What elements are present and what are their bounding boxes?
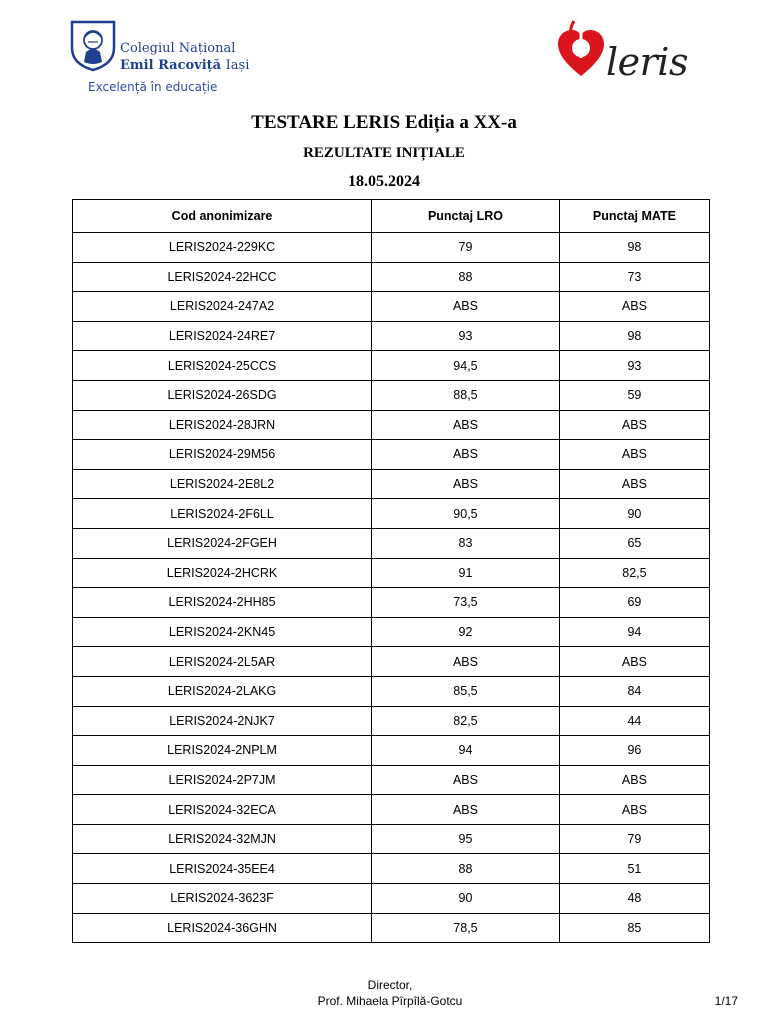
school-city: Iași — [225, 58, 250, 73]
table-row — [73, 588, 710, 618]
cell-lro: ABS — [372, 410, 560, 440]
cell-lro: 92 — [372, 617, 560, 647]
cell-lro: ABS — [372, 765, 560, 795]
school-motto: Excelență în educație — [88, 80, 218, 94]
cell-mate: ABS — [559, 795, 709, 825]
table-row — [73, 824, 710, 854]
cell-code: LERIS2024-2LAKG — [73, 676, 372, 706]
school-name-line1: Colegiul Național — [120, 41, 236, 56]
cell-code: LERIS2024-2HH85 — [73, 588, 372, 618]
cell-code: LERIS2024-2NJK7 — [73, 706, 372, 736]
results-table-body — [73, 233, 710, 943]
cell-mate: 48 — [559, 884, 709, 914]
cell-code: LERIS2024-2KN45 — [73, 617, 372, 647]
cell-mate: 96 — [559, 736, 709, 766]
cell-mate: 98 — [559, 321, 709, 351]
table-row — [73, 558, 710, 588]
cell-mate: ABS — [559, 440, 709, 470]
cell-mate: ABS — [559, 647, 709, 677]
page-number: 1/17 — [714, 994, 738, 1008]
cell-code: LERIS2024-2E8L2 — [73, 469, 372, 499]
leris-wordmark: leris — [606, 40, 688, 84]
cell-code: LERIS2024-2HCRK — [73, 558, 372, 588]
table-row — [73, 736, 710, 766]
cell-lro: 79 — [372, 233, 560, 263]
signature-name: Prof. Mihaela Pîrpîlă-Gotcu — [317, 994, 463, 1008]
table-header-row — [73, 200, 710, 233]
cell-mate: 73 — [559, 262, 709, 292]
table-row — [73, 440, 710, 470]
cell-code: LERIS2024-32MJN — [73, 824, 372, 854]
cell-code: LERIS2024-229KC — [73, 233, 372, 263]
cell-code: LERIS2024-2NPLM — [73, 736, 372, 766]
cell-lro: ABS — [372, 292, 560, 322]
table-row — [73, 765, 710, 795]
table-row — [73, 706, 710, 736]
cell-mate: 84 — [559, 676, 709, 706]
cell-mate: 94 — [559, 617, 709, 647]
cell-lro: 83 — [372, 528, 560, 558]
cell-code: LERIS2024-36GHN — [73, 913, 372, 943]
table-row — [73, 262, 710, 292]
leris-logo — [556, 18, 706, 88]
signature-role: Director, — [367, 978, 413, 992]
document-date: 18.05.2024 — [348, 173, 420, 190]
cell-lro: 90,5 — [372, 499, 560, 529]
leris-heart-icon — [556, 18, 606, 80]
table-row — [73, 410, 710, 440]
column-header-lro: Punctaj LRO — [372, 200, 560, 233]
cell-code: LERIS2024-3623F — [73, 884, 372, 914]
table-row — [73, 913, 710, 943]
school-crest-icon — [68, 18, 118, 72]
cell-mate: ABS — [559, 410, 709, 440]
cell-mate: 98 — [559, 233, 709, 263]
school-name-bold: Emil Racoviță — [120, 58, 222, 73]
cell-lro: 94 — [372, 736, 560, 766]
cell-lro: 78,5 — [372, 913, 560, 943]
cell-code: LERIS2024-25CCS — [73, 351, 372, 381]
document-subtitle: REZULTATE INIȚIALE — [303, 145, 465, 161]
school-logo — [68, 18, 278, 98]
cell-mate: 90 — [559, 499, 709, 529]
cell-code: LERIS2024-24RE7 — [73, 321, 372, 351]
table-row — [73, 617, 710, 647]
cell-mate: 82,5 — [559, 558, 709, 588]
table-row — [73, 321, 710, 351]
cell-code: LERIS2024-2L5AR — [73, 647, 372, 677]
cell-lro: 94,5 — [372, 351, 560, 381]
cell-mate: 69 — [559, 588, 709, 618]
cell-lro: 88 — [372, 854, 560, 884]
column-header-code: Cod anonimizare — [73, 200, 372, 233]
cell-mate: ABS — [559, 765, 709, 795]
cell-lro: 85,5 — [372, 676, 560, 706]
table-row — [73, 469, 710, 499]
cell-mate: 85 — [559, 913, 709, 943]
table-row — [73, 795, 710, 825]
cell-code: LERIS2024-2F6LL — [73, 499, 372, 529]
cell-lro: 95 — [372, 824, 560, 854]
cell-code: LERIS2024-22HCC — [73, 262, 372, 292]
cell-lro: ABS — [372, 469, 560, 499]
cell-code: LERIS2024-35EE4 — [73, 854, 372, 884]
school-name-line2 — [120, 58, 249, 73]
cell-mate: 93 — [559, 351, 709, 381]
table-row — [73, 884, 710, 914]
document-title: TESTARE LERIS Ediția a XX-a — [251, 112, 517, 133]
table-row — [73, 499, 710, 529]
column-header-mate: Punctaj MATE — [559, 200, 709, 233]
table-row — [73, 292, 710, 322]
cell-mate: 44 — [559, 706, 709, 736]
cell-lro: 73,5 — [372, 588, 560, 618]
cell-code: LERIS2024-2FGEH — [73, 528, 372, 558]
cell-code: LERIS2024-26SDG — [73, 380, 372, 410]
table-row — [73, 233, 710, 263]
cell-mate: 59 — [559, 380, 709, 410]
table-row — [73, 854, 710, 884]
cell-code: LERIS2024-28JRN — [73, 410, 372, 440]
cell-lro: ABS — [372, 647, 560, 677]
results-table — [72, 199, 710, 943]
cell-mate: ABS — [559, 292, 709, 322]
cell-lro: 93 — [372, 321, 560, 351]
cell-lro: 91 — [372, 558, 560, 588]
cell-code: LERIS2024-2P7JM — [73, 765, 372, 795]
cell-mate: 51 — [559, 854, 709, 884]
table-row — [73, 676, 710, 706]
cell-mate: ABS — [559, 469, 709, 499]
cell-code: LERIS2024-29M56 — [73, 440, 372, 470]
cell-lro: 88 — [372, 262, 560, 292]
table-row — [73, 380, 710, 410]
cell-code: LERIS2024-247A2 — [73, 292, 372, 322]
cell-code: LERIS2024-32ECA — [73, 795, 372, 825]
cell-lro: 88,5 — [372, 380, 560, 410]
table-row — [73, 647, 710, 677]
cell-mate: 79 — [559, 824, 709, 854]
table-row — [73, 351, 710, 381]
cell-lro: 82,5 — [372, 706, 560, 736]
cell-lro: 90 — [372, 884, 560, 914]
cell-mate: 65 — [559, 528, 709, 558]
cell-lro: ABS — [372, 440, 560, 470]
cell-lro: ABS — [372, 795, 560, 825]
table-row — [73, 528, 710, 558]
